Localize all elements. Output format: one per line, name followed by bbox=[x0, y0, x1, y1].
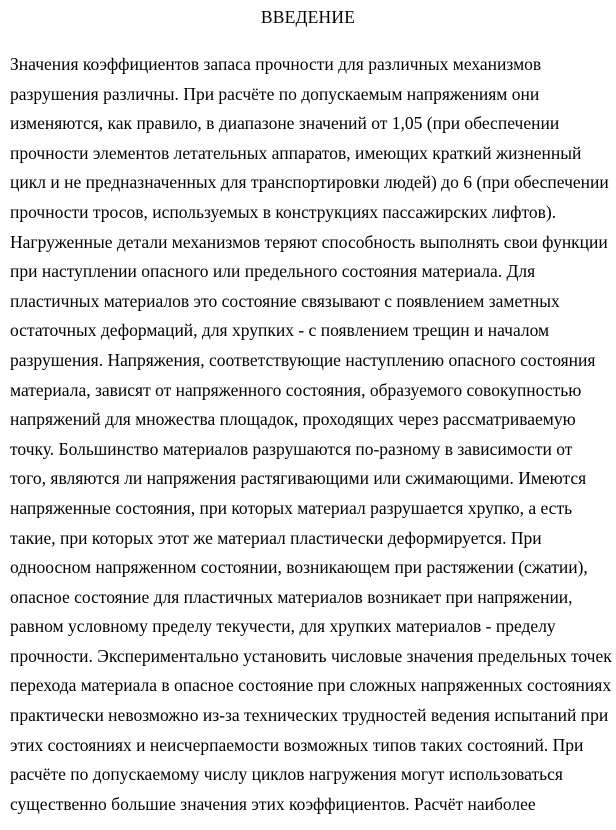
text-line: существенно большие значения этих коэффициентов. Расчёт наиболее bbox=[10, 793, 536, 814]
text-line: напряжений для множества площадок, проходящих через рассматриваемую bbox=[10, 409, 576, 430]
text-line: пластичных материалов это состояние связывают с появлением заметных bbox=[10, 290, 560, 311]
body-paragraph bbox=[10, 52, 616, 821]
text-line: изменяются, как правило, в диапазоне значений от 1,05 (при обеспечении bbox=[10, 113, 560, 134]
text-line: цикл и не предназначенных для транспортировки людей) до 6 (при обеспечении bbox=[10, 172, 609, 193]
text-line: прочности элементов летательных аппаратов, имеющих краткий жизненный bbox=[10, 142, 582, 163]
text-line: одноосном напряженном состоянии, возникающем при растяжении (сжатии), bbox=[10, 557, 588, 578]
text-line: разрушения. Напряжения, соответствующие наступлению опасного состояния bbox=[10, 349, 596, 370]
text-line: опасное состояние для пластичных материалов возникает при напряжении, bbox=[10, 586, 573, 607]
text-line: того, являются ли напряжения растягивающими или сжимающими. Имеются bbox=[10, 468, 587, 489]
text-line: остаточных деформаций, для хрупких - с появлением трещин и началом bbox=[10, 320, 550, 341]
text-line: Значения коэффициентов запаса прочности для различных механизмов bbox=[10, 54, 542, 74]
text-line: равном условному пределу текучести, для хрупких материалов - пределу bbox=[10, 616, 556, 637]
text-line: перехода материала в опасное состояние при сложных напряженных состояниях bbox=[10, 675, 612, 696]
section-heading: ВВЕДЕНИЕ bbox=[260, 7, 356, 27]
text-line: при наступлении опасного или предельного состояния материала. Для bbox=[10, 261, 536, 282]
text-line: этих состояниях и неисчерпаемости возможных типов таких состояний. При bbox=[10, 734, 584, 755]
text-line: точку. Большинство материалов разрушаются по-разному в зависимости от bbox=[10, 438, 573, 459]
text-line: прочности тросов, используемых в конструкциях пассажирских лифтов). bbox=[10, 201, 557, 222]
text-line: Нагруженные детали механизмов теряют способность выполнять свои функции bbox=[10, 231, 608, 252]
text-line: напряженные состояния, при которых материал разрушается хрупко, а есть bbox=[10, 497, 573, 518]
text-line: разрушения различны. При расчёте по допускаемым напряжениям они bbox=[10, 83, 540, 104]
text-line: расчёте по допускаемому числу циклов нагружения могут использоваться bbox=[10, 764, 563, 785]
text-line: практически невозможно из-за технических трудностей ведения испытаний при bbox=[10, 705, 609, 726]
text-line: материала, зависят от напряженного состояния, образуемого совокупностью bbox=[10, 379, 582, 400]
text-line: такие, при которых этот же материал пластически деформируется. При bbox=[10, 527, 542, 548]
text-line: прочности. Экспериментально установить числовые значения предельных точек bbox=[10, 645, 612, 666]
